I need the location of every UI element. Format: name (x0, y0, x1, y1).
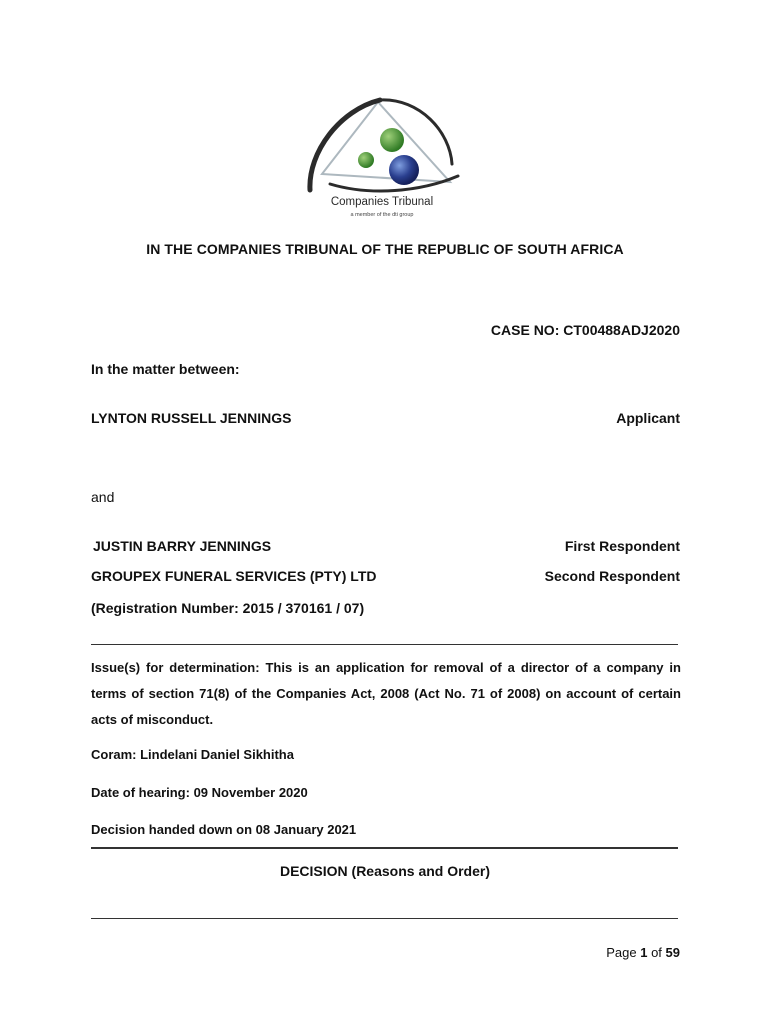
second-respondent-name: GROUPEX FUNERAL SERVICES (PTY) LTD (91, 568, 377, 584)
page-prefix: Page (606, 945, 637, 960)
first-respondent-name: JUSTIN BARRY JENNINGS (93, 538, 272, 554)
logo-name: Companies Tribunal (330, 196, 434, 208)
court-title: IN THE COMPANIES TRIBUNAL OF THE REPUBLIC OF SOUTH AFRICA (146, 241, 624, 257)
case-number: CASE NO: CT00488ADJ2020 (490, 322, 680, 338)
companies-tribunal-logo (300, 92, 465, 220)
divider (91, 918, 678, 919)
applicant-role: Applicant (616, 410, 680, 426)
and-separator: and (91, 489, 115, 505)
issues-for-determination: Issue(s) for determination: This is an application for removal of a director of a company in terms of section 71(8) of the Companies Act, 2008 (Act No. 71 of 2008) on account of certain acts of misconduct. (91, 660, 681, 727)
divider (91, 644, 678, 645)
coram: Coram: Lindelani Daniel Sikhitha (91, 747, 294, 762)
applicant-row (91, 410, 680, 426)
page-current: 1 (640, 945, 648, 960)
divider (91, 847, 678, 849)
registration-number: (Registration Number: 2015 / 370161 / 07) (91, 600, 365, 616)
second-respondent-row (91, 568, 680, 584)
applicant-name: LYNTON RUSSELL JENNINGS (91, 410, 292, 426)
logo-tagline: a member of the dti group (350, 212, 414, 218)
hearing-date: Date of hearing: 09 November 2020 (91, 785, 308, 800)
page-indicator (606, 945, 680, 960)
first-respondent-row (93, 538, 680, 554)
decision-date: Decision handed down on 08 January 2021 (91, 822, 357, 837)
first-respondent-role: First Respondent (564, 538, 680, 554)
decision-heading: DECISION (Reasons and Order) (279, 863, 491, 879)
second-respondent-role: Second Respondent (544, 568, 680, 584)
page-total: 59 (665, 945, 680, 960)
matter-between-label: In the matter between: (91, 361, 240, 377)
page-separator: of (651, 945, 662, 960)
